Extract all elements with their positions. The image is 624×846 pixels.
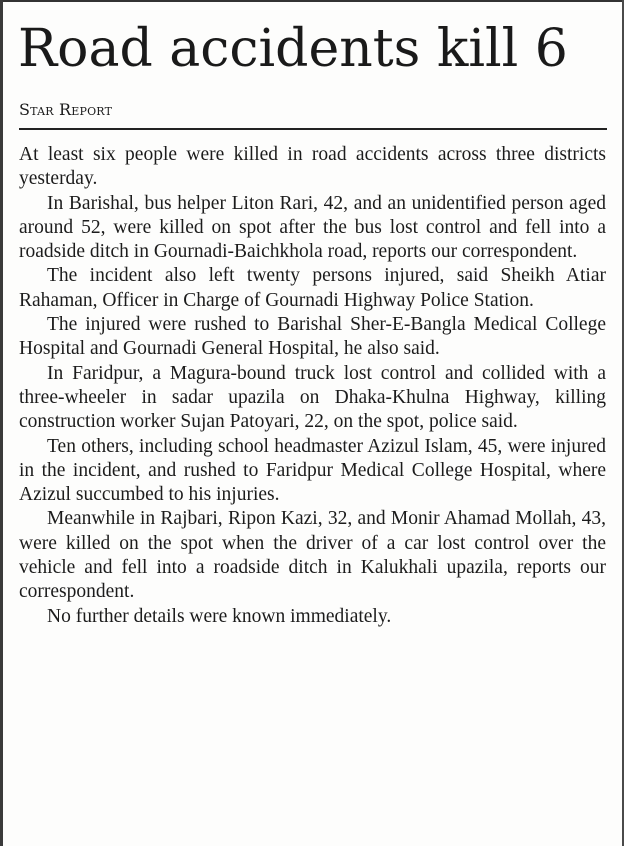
- top-border-rule: [0, 0, 624, 2]
- paragraph: No further details were known immediately.: [47, 605, 392, 627]
- paragraph: The incident also left twenty persons injured, said Sheikh Atiar Rahaman, Officer in Charge of Gournadi Highway Police Station.: [19, 265, 606, 311]
- paragraph: In Faridpur, a Magura-bound truck lost control and collided with a three-wheeler in sadar upazila on Dhaka-Khulna Highway, killing construction worker Sujan Patoyari, 22, on the spot, police said.: [19, 362, 606, 433]
- headline: Road accidents kill 6: [18, 19, 568, 79]
- paragraph: The injured were rushed to Barishal Sher-E-Bangla Medical College Hospital and Gournadi General Hospital, he also said.: [19, 314, 606, 360]
- left-border-rule: [0, 0, 3, 846]
- article-body: [19, 143, 606, 629]
- paragraph: Meanwhile in Rajbari, Ripon Kazi, 32, and Monir Ahamad Mollah, 43, were killed on the spot when the driver of a car lost control over the vehicle and fell into a roadside ditch in Kalukhali upazila, reports our correspondent.: [19, 508, 606, 603]
- paragraph: Ten others, including school headmaster Azizul Islam, 45, were injured in the incident, and rushed to Faridpur Medical College Hospital, where Azizul succumbed to his injuries.: [19, 435, 606, 506]
- byline: Star Report: [19, 100, 113, 119]
- byline-divider: [19, 128, 607, 130]
- paragraph: In Barishal, bus helper Liton Rari, 42, and an unidentified person aged around 52, were killed on spot after the bus lost control and fell into a roadside ditch in Gournadi-Baichkhola road, reports our correspondent.: [19, 192, 606, 263]
- paragraph: At least six people were killed in road accidents across three districts yesterday.: [19, 144, 606, 190]
